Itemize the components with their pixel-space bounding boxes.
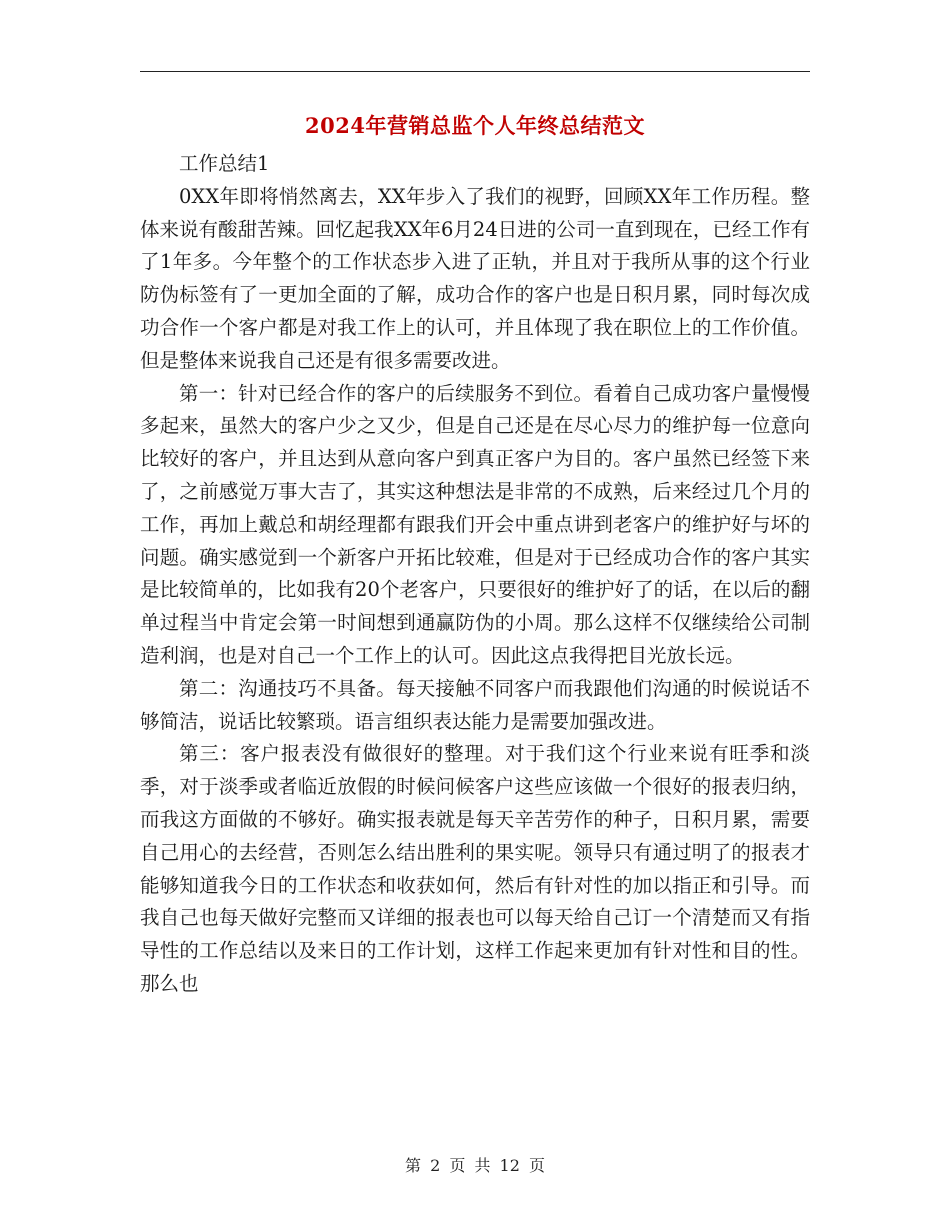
document-title: 2024年营销总监个人年终总结范文 xyxy=(305,113,645,138)
body-paragraph: 第一：针对已经合作的客户的后续服务不到位。看着自己成功客户量慢慢多起来，虽然大的客户少之又少，但是自己还是在尽心尽力的维护每一位意向比较好的客户，并且达到从意向客户到真正客户为目的。客户虽然已经签下来了，之前感觉万事大吉了，其实这种想法是非常的不成熟，后来经过几个月的工作，再加上戴总和胡经理都有跟我们开会中重点讲到老客户的维护好与坏的问题。确实感觉到一个新客户开拓比较难，但是对于已经成功合作的客户其实是比较简单的，比如我有20个老客户，只要很好的维护好了的话，在以后的翻单过程当中肯定会第一时间想到通赢防伪的小周。那么这样不仅继续给公司制造利润，也是对自己一个工作上的认可。因此这点我得把目光放长远。 xyxy=(140,381,810,667)
header-rule xyxy=(140,71,810,72)
document-body xyxy=(140,148,810,1001)
body-paragraph: 第二：沟通技巧不具备。每天接触不同客户而我跟他们沟通的时候说话不够简洁，说话比较繁琐。语言组织表达能力是需要加强改进。 xyxy=(140,676,810,733)
body-paragraph: 0XX年即将悄然离去，XX年步入了我们的视野，回顾XX年工作历程。整体来说有酸甜苦辣。回忆起我XX年6月24日进的公司一直到现在，已经工作有了1年多。今年整个的工作状态步入进了正轨，并且对于我所从事的这个行业防伪标签有了一更加全面的了解，成功合作的客户也是日积月累，同时每次成功合作一个客户都是对我工作上的认可，并且体现了我在职位上的工作价值。但是整体来说我自己还是有很多需要改进。 xyxy=(140,184,810,372)
body-paragraph: 第三：客户报表没有做很好的整理。对于我们这个行业来说有旺季和淡季，对于淡季或者临近放假的时候问候客户这些应该做一个很好的报表归纳，而我这方面做的不够好。确实报表就是每天辛苦劳作的种子，日积月累，需要自己用心的去经营，否则怎么结出胜利的果实呢。领导只有通过明了的报表才能够知道我今日的工作状态和收获如何，然后有针对性的加以指正和引导。而我自己也每天做好完整而又详细的报表也可以每天给自己订一个清楚而又有指导性的工作总结以及来日的工作计划，这样工作起来更加有针对性和目的性。那么也 xyxy=(140,742,810,995)
section-heading: 工作总结1 xyxy=(179,152,270,175)
page-number-footer: 第 2 页 共 12 页 xyxy=(405,1156,545,1175)
